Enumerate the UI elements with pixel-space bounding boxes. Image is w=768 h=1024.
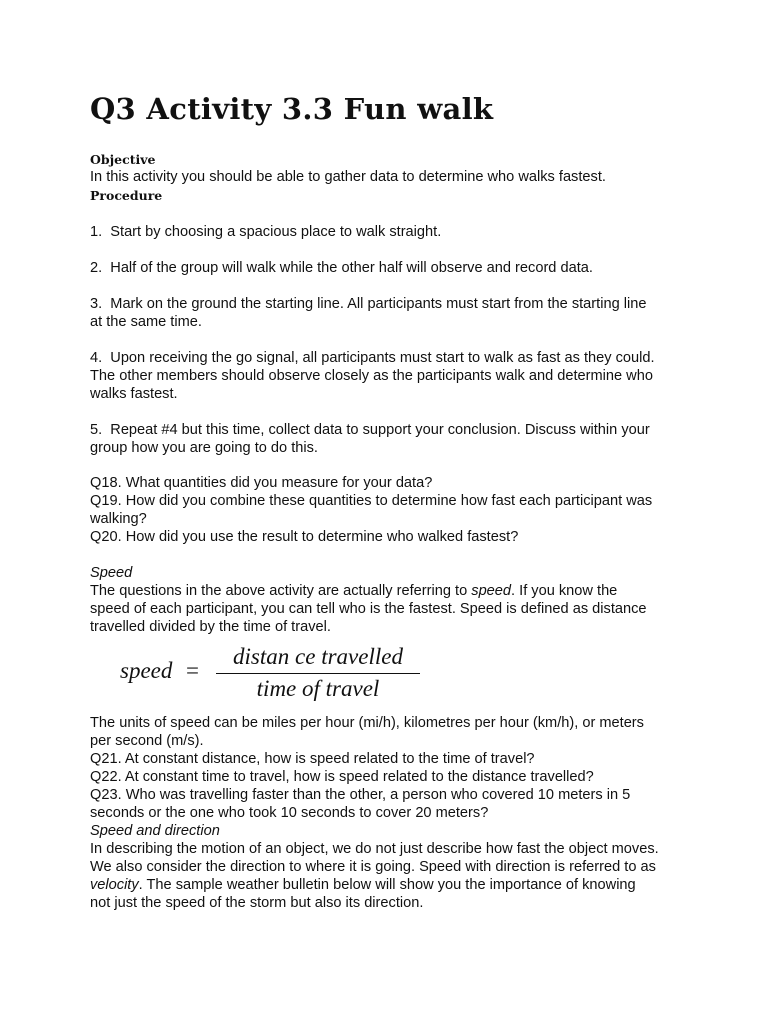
speed-direction-paragraph: In describing the motion of an object, we do not just describe how fast the object moves. We also consider the direction to where it is going. Speed with direction is referred to as velocity. The sample weather bulletin below will show you the importance of knowing not just the speed of the storm but also its direction.: [90, 841, 659, 911]
question-q19-cont: walking?: [90, 511, 147, 527]
formula-numerator: distan ce travelled: [233, 644, 403, 669]
procedure-step-2: 2. Half of the group will walk while the other half will observe and record data.: [90, 260, 593, 276]
page-title: Q3 Activity 3.3 Fun walk: [90, 92, 494, 126]
question-q20: Q20. How did you use the result to determine who walked fastest?: [90, 529, 519, 545]
question-q19: Q19. How did you combine these quantities to determine how fast each participant was: [90, 493, 653, 509]
procedure-heading: Procedure: [90, 188, 163, 203]
formula-lhs: speed: [120, 658, 173, 683]
formula-equals: =: [186, 658, 199, 683]
procedure-step-5: 5. Repeat #4 but this time, collect data to support your conclusion. Discuss within your group how you are going to do this.: [90, 422, 650, 456]
fraction-bar: [216, 673, 420, 674]
units-and-questions: The units of speed can be miles per hour (mi/h), kilometres per hour (km/h), or meters per second (m/s). Q21. At constant distance, how is speed related to the time of travel? Q22. At constant time to travel, how is speed related to the distance travelled? Q23. Who was travelling faster than the other, a person who covered 10 meters in 5 seconds or the one who took 10 seconds to cover 20 meters?: [90, 715, 644, 821]
objective-text: In this activity you should be able to gather data to determine who walks fastest.: [90, 169, 606, 185]
objective-heading: Objective: [90, 152, 156, 167]
speed-direction-heading: Speed and direction: [90, 823, 220, 839]
question-q18: Q18. What quantities did you measure for your data?: [90, 475, 433, 491]
procedure-step-1: 1. Start by choosing a spacious place to walk straight.: [90, 224, 442, 240]
speed-heading: Speed: [90, 565, 133, 581]
procedure-step-4: 4. Upon receiving the go signal, all participants must start to walk as fast as they could. The other members should observe closely as the participants walk and determine who walks fastest.: [90, 350, 655, 402]
formula-denominator: time of travel: [256, 676, 380, 701]
speed-formula: [120, 642, 420, 704]
procedure-step-3: 3. Mark on the ground the starting line. All participants must start from the starting line at the same time.: [90, 296, 647, 330]
speed-paragraph: The questions in the above activity are actually referring to speed. If you know the speed of each participant, you can tell who is the fastest. Speed is defined as distance travelled divided by the time of travel.: [90, 583, 647, 635]
question-q22: Q22. At constant time to travel, how is speed related to the distance travelled?: [90, 769, 594, 785]
question-q21: Q21. At constant distance, how is speed related to the time of travel?: [90, 751, 535, 767]
question-q23: Q23. Who was travelling faster than the other, a person who covered 10 meters in 5: [90, 787, 631, 803]
questions-q18-q20: [90, 474, 680, 546]
